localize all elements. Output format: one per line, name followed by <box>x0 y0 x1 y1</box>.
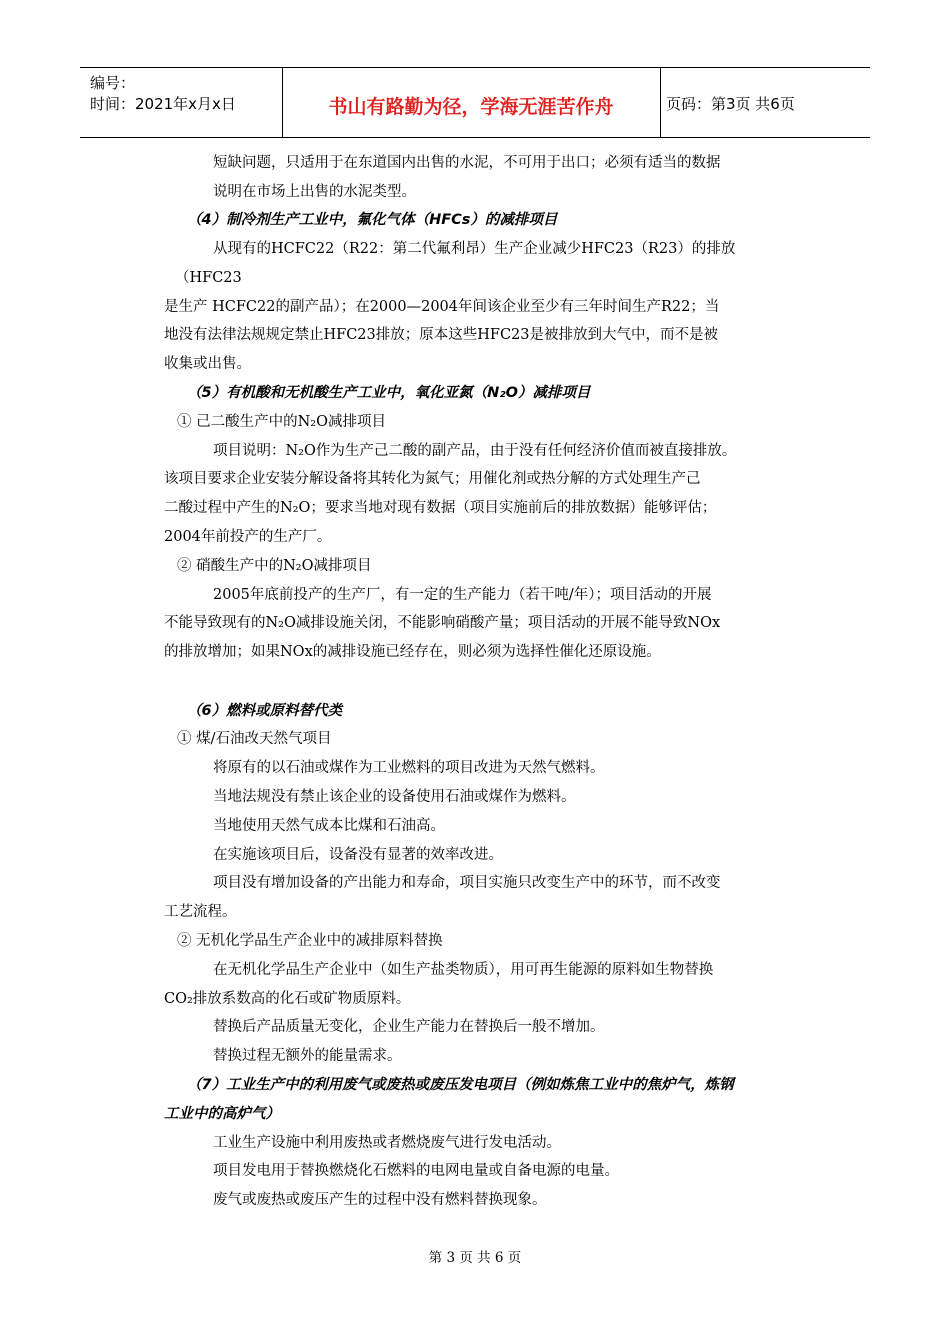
list-item-heading: ① 煤/石油改天然气项目 <box>177 731 332 747</box>
header-motto-cell <box>282 68 661 137</box>
header-page-cell <box>660 68 870 137</box>
paragraph-line: 是生产 HCFC22的副产品）；在2000—2004年间该企业至少有三年时间生产R22；当 <box>164 299 720 315</box>
document-number-label: 编号： <box>90 74 136 92</box>
paragraph-line: 工艺流程。 <box>164 904 237 920</box>
paragraph-line: 二酸过程中产生的N₂O；要求当地对现有数据（项目实施前后的排放数据）能够评估； <box>164 500 717 516</box>
paragraph-line: 在无机化学品生产企业中（如生产盐类物质），用可再生能源的原料如生物替换 <box>213 962 714 978</box>
paragraph-line: 从现有的HCFC22（R22：第二代氟利昂）生产企业减少HFC23（R23）的排放 <box>213 241 736 257</box>
section-heading-5: （5）有机酸和无机酸生产工业中，氧化亚氮（N₂O）减排项目 <box>187 385 591 401</box>
paragraph-line: 不能导致现有的N₂O减排设施关闭，不能影响硝酸产量；项目活动的开展不能导致NOx <box>164 615 721 631</box>
header-meta <box>80 68 283 137</box>
paragraph-line: 工业生产设施中利用废热或者燃烧废气进行发电活动。 <box>213 1135 561 1151</box>
section-heading-7: （7）工业生产中的利用废气或废热或废压发电项目（例如炼焦工业中的焦炉气，炼钢 <box>187 1077 734 1093</box>
paragraph-line: CO₂排放系数高的化石或矿物质原料。 <box>164 991 411 1007</box>
list-item-heading: ② 硝酸生产中的N₂O减排项目 <box>177 558 372 574</box>
paragraph-line: 项目发电用于替换燃烧化石燃料的电网电量或自备电源的电量。 <box>213 1163 619 1179</box>
paragraph-line: 在实施该项目后，设备没有显著的效率改进。 <box>213 847 503 863</box>
paragraph-line: 地没有法律法规规定禁止HFC23排放；原本这些HFC23是被排放到大气中，而不是被 <box>164 327 718 343</box>
paragraph-line: 该项目要求企业安装分解设备将其转化为氮气；用催化剂或热分解的方式处理生产己 <box>164 471 701 487</box>
paragraph-line: 替换后产品质量无变化，企业生产能力在替换后一般不增加。 <box>213 1019 605 1035</box>
list-item-heading: ① 己二酸生产中的N₂O减排项目 <box>177 414 386 430</box>
paragraph-line: 当地使用天然气成本比煤和石油高。 <box>213 818 445 834</box>
paragraph-line: 说明在市场上出售的水泥类型。 <box>213 184 416 200</box>
page-footer: 第 3 页 共 6 页 <box>428 1250 522 1266</box>
paragraph-line: 收集或出售。 <box>164 356 251 372</box>
document-date: 时间：2021年x月x日 <box>90 95 236 113</box>
header-motto: 书山有路勤为径，学海无涯苦作舟 <box>328 96 614 118</box>
paragraph-line: 项目没有增加设备的产出能力和寿命，项目实施只改变生产中的环节，而不改变 <box>213 875 721 891</box>
list-item-heading: ② 无机化学品生产企业中的减排原料替换 <box>177 933 443 949</box>
paragraph-line: 当地法规没有禁止该企业的设备使用石油或煤作为燃料。 <box>213 789 576 805</box>
paragraph-line: 项目说明：N₂O作为生产己二酸的副产品，由于没有任何经济价值而被直接排放。 <box>213 443 737 459</box>
section-heading-4: （4）制冷剂生产工业中，氟化气体（HFCs）的减排项目 <box>187 212 558 228</box>
paragraph-line: 短缺问题，只适用于在东道国内出售的水泥，不可用于出口；必须有适当的数据 <box>213 155 721 171</box>
paragraph-line: 替换过程无额外的能量需求。 <box>213 1048 402 1064</box>
paragraph-line: 2004年前投产的生产厂。 <box>164 529 332 545</box>
paragraph-line: 废气或废热或废压产生的过程中没有燃料替换现象。 <box>213 1192 547 1208</box>
paragraph-line: 的排放增加；如果NOx的减排设施已经存在，则必须为选择性催化还原设施。 <box>164 644 661 660</box>
paragraph-line: 2005年底前投产的生产厂，有一定的生产能力（若干吨/年）；项目活动的开展 <box>213 587 712 603</box>
page-header <box>80 67 870 138</box>
page-number-info: 页码：第3页 共6页 <box>666 95 795 113</box>
paragraph-line: （HFC23 <box>175 270 242 286</box>
section-heading-6: （6）燃料或原料替代类 <box>187 703 343 719</box>
section-heading-7-cont: 工业中的高炉气） <box>164 1106 280 1122</box>
paragraph-line: 将原有的以石油或煤作为工业燃料的项目改进为天然气燃料。 <box>213 760 605 776</box>
